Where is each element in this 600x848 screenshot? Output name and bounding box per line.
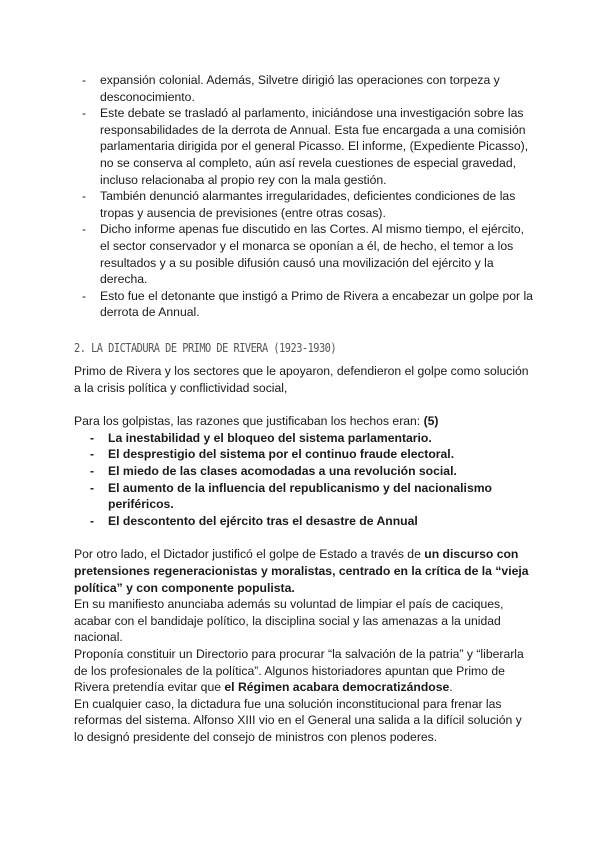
manifesto-paragraph: En su manifiesto anunciaba además su voluntad de limpiar el país de caciques, acabar con el bandidaje político, la disciplina social y las amenazas a la unidad nacional. <box>74 597 504 645</box>
reason-item: - El desprestigio del sistema por el continuo fraude electoral. <box>74 446 534 463</box>
list-item <box>74 188 534 221</box>
para3-bold: el Régimen acabara democratizándose <box>224 680 450 695</box>
intro-paragraph: Primo de Rivera y los sectores que le apoyaron, defendieron el golpe como solución a la crisis política y conflictividad social, <box>74 364 529 395</box>
reason-item: - El descontento del ejército tras el desastre de Annual <box>74 513 534 530</box>
para1-text: Por otro lado, el Dictador justificó el golpe de Estado a través de <box>74 547 425 562</box>
continued-list <box>74 72 534 321</box>
para1-bold: un discurso con pretensiones regeneracionistas y moralistas, centrado en la crítica de la “vieja política” y con componente populista. <box>74 547 529 595</box>
list-item <box>74 105 534 188</box>
list-item-text: Este debate se trasladó al parlamento, iniciándose una investigación sobre las responsabilidades de la derrota de Annual. Esta fue encargada a una comisión parlamentaria dirigida por el general Picasso. El informe, (Expediente Picasso), no se conserva al completo, aún así revela cuestiones de especial gravedad, incluso relacionaba al propio rey con la mala gestión. <box>100 106 529 187</box>
list-item-text: expansión colonial. Además, Silvetre dirigió las operaciones con torpeza y desconocimiento. <box>100 73 500 104</box>
list-item-continuation <box>74 72 534 105</box>
directorio-paragraph <box>74 646 534 696</box>
reasons-lead-text: Para los golpistas, las razones que justificaban los hechos eran: <box>74 414 424 429</box>
reason-item: - El miedo de las clases acomodadas a una revolución social. <box>74 463 534 480</box>
list-item-text: Esto fue el detonante que instigó a Primo de Rivera a encabezar un golpe por la derrota de Annual. <box>100 288 533 320</box>
reason-item: - La inestabilidad y el bloqueo del sistema parlamentario. <box>74 430 534 447</box>
list-item <box>74 221 534 287</box>
list-item-text: Dicho informe apenas fue discutido en las Cortes. Al mismo tiempo, el ejército, el sector conservador y el monarca se oponían a él, de hecho, el temor a los resultados y a su posible difusión causó una movilización del ejército y la derecha. <box>100 222 525 287</box>
reasons-list <box>74 430 534 530</box>
para3-text: Proponía constituir un Directorio para procurar “la salvación de la patria” y “liberarla de los profesionales de la política”. Algunos historiadores apuntan que Primo de Rivera pretendía evitar que <box>74 646 524 695</box>
list-item-text: También denunció alarmantes irregularidades, deficientes condiciones de las tropas y ausencia de previsiones (entre otras cosas). <box>100 189 516 220</box>
reasons-count: (5) <box>423 414 439 429</box>
dictator-justification-paragraph <box>74 546 534 596</box>
section-heading: 2. LA DICTADURA DE PRIMO DE RIVERA (1923-1930) <box>74 341 337 355</box>
section-body <box>74 363 534 745</box>
conclusion-paragraph: En cualquier caso, la dictadura fue una solución inconstitucional para frenar las reformas del sistema. Alfonso XIII vio en el General una salida a la difícil solución y lo designó presidente del consejo de ministros con plenos poderes. <box>74 696 522 744</box>
continued-list-block <box>74 72 534 321</box>
reason-item: - El aumento de la influencia del republicanismo y del nacionalismo periféricos. <box>74 480 534 513</box>
reasons-lead-paragraph <box>74 413 534 430</box>
list-item <box>74 288 534 321</box>
para3-end: . <box>449 680 453 695</box>
